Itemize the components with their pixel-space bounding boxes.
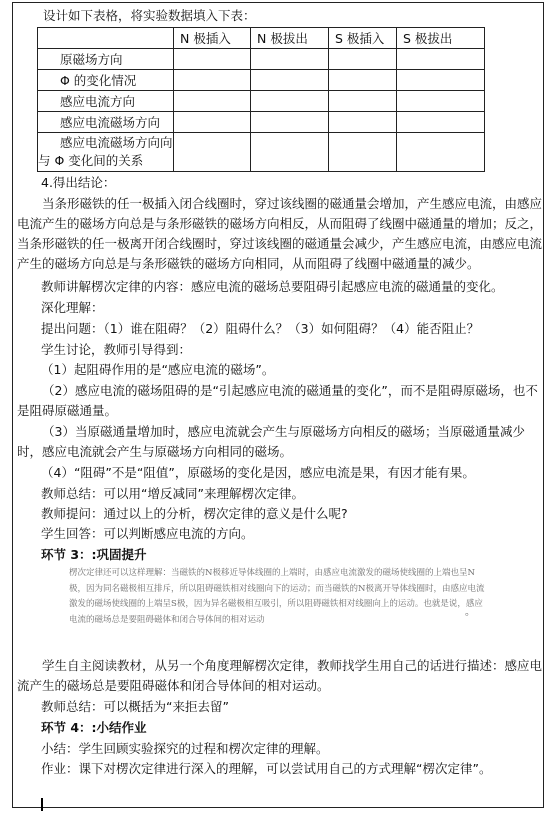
table-header-cell xyxy=(38,28,174,49)
body-paragraph: （2）感应电流的磁场阻碍的是“引起感应电流的磁通量的变化”，而不是阻碍原磁场，也不是阻碍原磁通量。 xyxy=(17,383,538,418)
table-cell[interactable] xyxy=(251,49,329,70)
scanned-textbook-excerpt: 楞次定律还可以这样理解：当磁铁的N极移近导体线圈的上端时，由感应电流激发的磁场使线圈的上端也呈N极，因为同名磁极相互排斥，所以阻碍磁铁相对线圈向下的运动；而当磁铁的N极离开导体线圈时，由感应电流激发的磁场使线圈的上端呈S极，因为异名磁极相互吸引，所以阻碍磁铁相对线圈向上的运动。也就是说，感应电流的磁场总是要阻碍磁体和闭合导体间的相对运动 xyxy=(69,568,485,625)
table-cell[interactable] xyxy=(329,112,397,133)
table-cell[interactable] xyxy=(397,70,485,91)
body-line: （4）“阻碍”不是“阻值”，原磁场的变化是因，感应电流是果，有因才能有果。 xyxy=(41,465,475,480)
row-label-line: 感应电流磁场方向向 xyxy=(60,135,173,150)
body-line: 学生回答：可以判断感应电流的方向。 xyxy=(41,526,254,541)
table-row xyxy=(38,49,485,70)
table-row xyxy=(38,112,485,133)
table-row xyxy=(38,133,485,172)
table-cell[interactable] xyxy=(174,91,251,112)
table-cell[interactable] xyxy=(251,91,329,112)
intro-text: 设计如下表格，将实验数据填入下表： xyxy=(43,8,256,23)
experiment-table xyxy=(37,27,485,172)
body-paragraph: （3）当原磁通量增加时，感应电流就会产生与原磁场方向相反的磁场；当原磁通量减少时，感应电流就会产生与原磁场方向相同的磁场。 xyxy=(17,424,525,459)
body-line: 深化理解： xyxy=(41,300,104,315)
table-cell[interactable] xyxy=(329,70,397,91)
table-cell[interactable] xyxy=(251,70,329,91)
conclusion-paragraph: 当条形磁铁的任一极插入闭合线圈时，穿过该线圈的磁通量会增加，产生感应电流，由感应电流产生的磁场方向总是与条形磁铁的磁场方向相反，从而阻碍了线圈中磁通量的增加；反之，当条形磁铁的任一极离开闭合线圈时，穿过该线圈的磁通量会减少，产生感应电流，由感应电流产生的磁场方向总是与条形磁铁的磁场方向相同，从而阻碍了线圈中磁通量的减少。 xyxy=(17,196,543,271)
table-header-cell: S 极拔出 xyxy=(397,28,485,49)
row-label: 感应电流磁场方向 xyxy=(38,112,174,133)
row-label: 感应电流方向 xyxy=(38,91,174,112)
table-cell[interactable] xyxy=(174,112,251,133)
table-cell[interactable] xyxy=(251,133,329,172)
row-label-multiline xyxy=(38,133,174,172)
body-line: 作业：课下对楞次定律进行深入的理解，可以尝试用自己的方式理解“楞次定律”。 xyxy=(41,761,492,776)
table-header-row xyxy=(38,28,485,49)
table-cell[interactable] xyxy=(397,112,485,133)
table-cell[interactable] xyxy=(174,49,251,70)
body-line: 提出问题：（1）谁在阻碍？（2）阻碍什么？（3）如何阻碍？（4）能否阻止？ xyxy=(41,321,480,336)
table-header-cell: S 极插入 xyxy=(329,28,397,49)
table-header-cell: N 极拔出 xyxy=(251,28,329,49)
document-page xyxy=(12,2,544,808)
row-label: 原磁场方向 xyxy=(38,49,174,70)
body-line: 教师讲解楞次定律的内容：感应电流的磁场总要阻碍引起感应电流的磁通量的变化。 xyxy=(41,279,504,294)
body-line: 小结：学生回顾实验探究的过程和楞次定律的理解。 xyxy=(41,741,329,756)
table-cell[interactable] xyxy=(329,91,397,112)
body-line: 教师总结：可以用“增反减同”来理解楞次定律。 xyxy=(41,486,304,501)
body-line: 教师提问：通过以上的分析，楞次定律的意义是什么呢? xyxy=(41,506,348,521)
body-line: 教师总结：可以概括为“来拒去留” xyxy=(41,699,229,714)
table-cell[interactable] xyxy=(174,70,251,91)
table-cell[interactable] xyxy=(329,49,397,70)
table-cell[interactable] xyxy=(329,133,397,172)
table-cell[interactable] xyxy=(397,133,485,172)
table-row xyxy=(38,70,485,91)
body-paragraph: 学生自主阅读教材，从另一个角度理解楞次定律，教师找学生用自己的话进行描述：感应电流产生的磁场总是要阻碍磁体和闭合导体间的相对运动。 xyxy=(17,658,543,693)
text-cursor[interactable] xyxy=(41,798,43,811)
body-line: 学生讨论，教师引导得到： xyxy=(41,342,192,357)
table-cell[interactable] xyxy=(174,133,251,172)
body-line: （1）起阻碍作用的是“感应电流的磁场”。 xyxy=(41,362,275,377)
table-cell[interactable] xyxy=(251,112,329,133)
section-heading: 环节 3：:巩固提升 xyxy=(41,547,147,562)
bullet-mark: 。 xyxy=(465,607,475,618)
table-header-cell: N 极插入 xyxy=(174,28,251,49)
table-cell[interactable] xyxy=(397,91,485,112)
section-heading: 4.得出结论： xyxy=(41,175,116,190)
table-cell[interactable] xyxy=(397,49,485,70)
row-label-line: 与 Φ 变化间的关系 xyxy=(38,153,144,168)
table-row xyxy=(38,91,485,112)
row-label: Φ 的变化情况 xyxy=(38,70,174,91)
section-heading: 环节 4：:小结作业 xyxy=(41,720,147,735)
